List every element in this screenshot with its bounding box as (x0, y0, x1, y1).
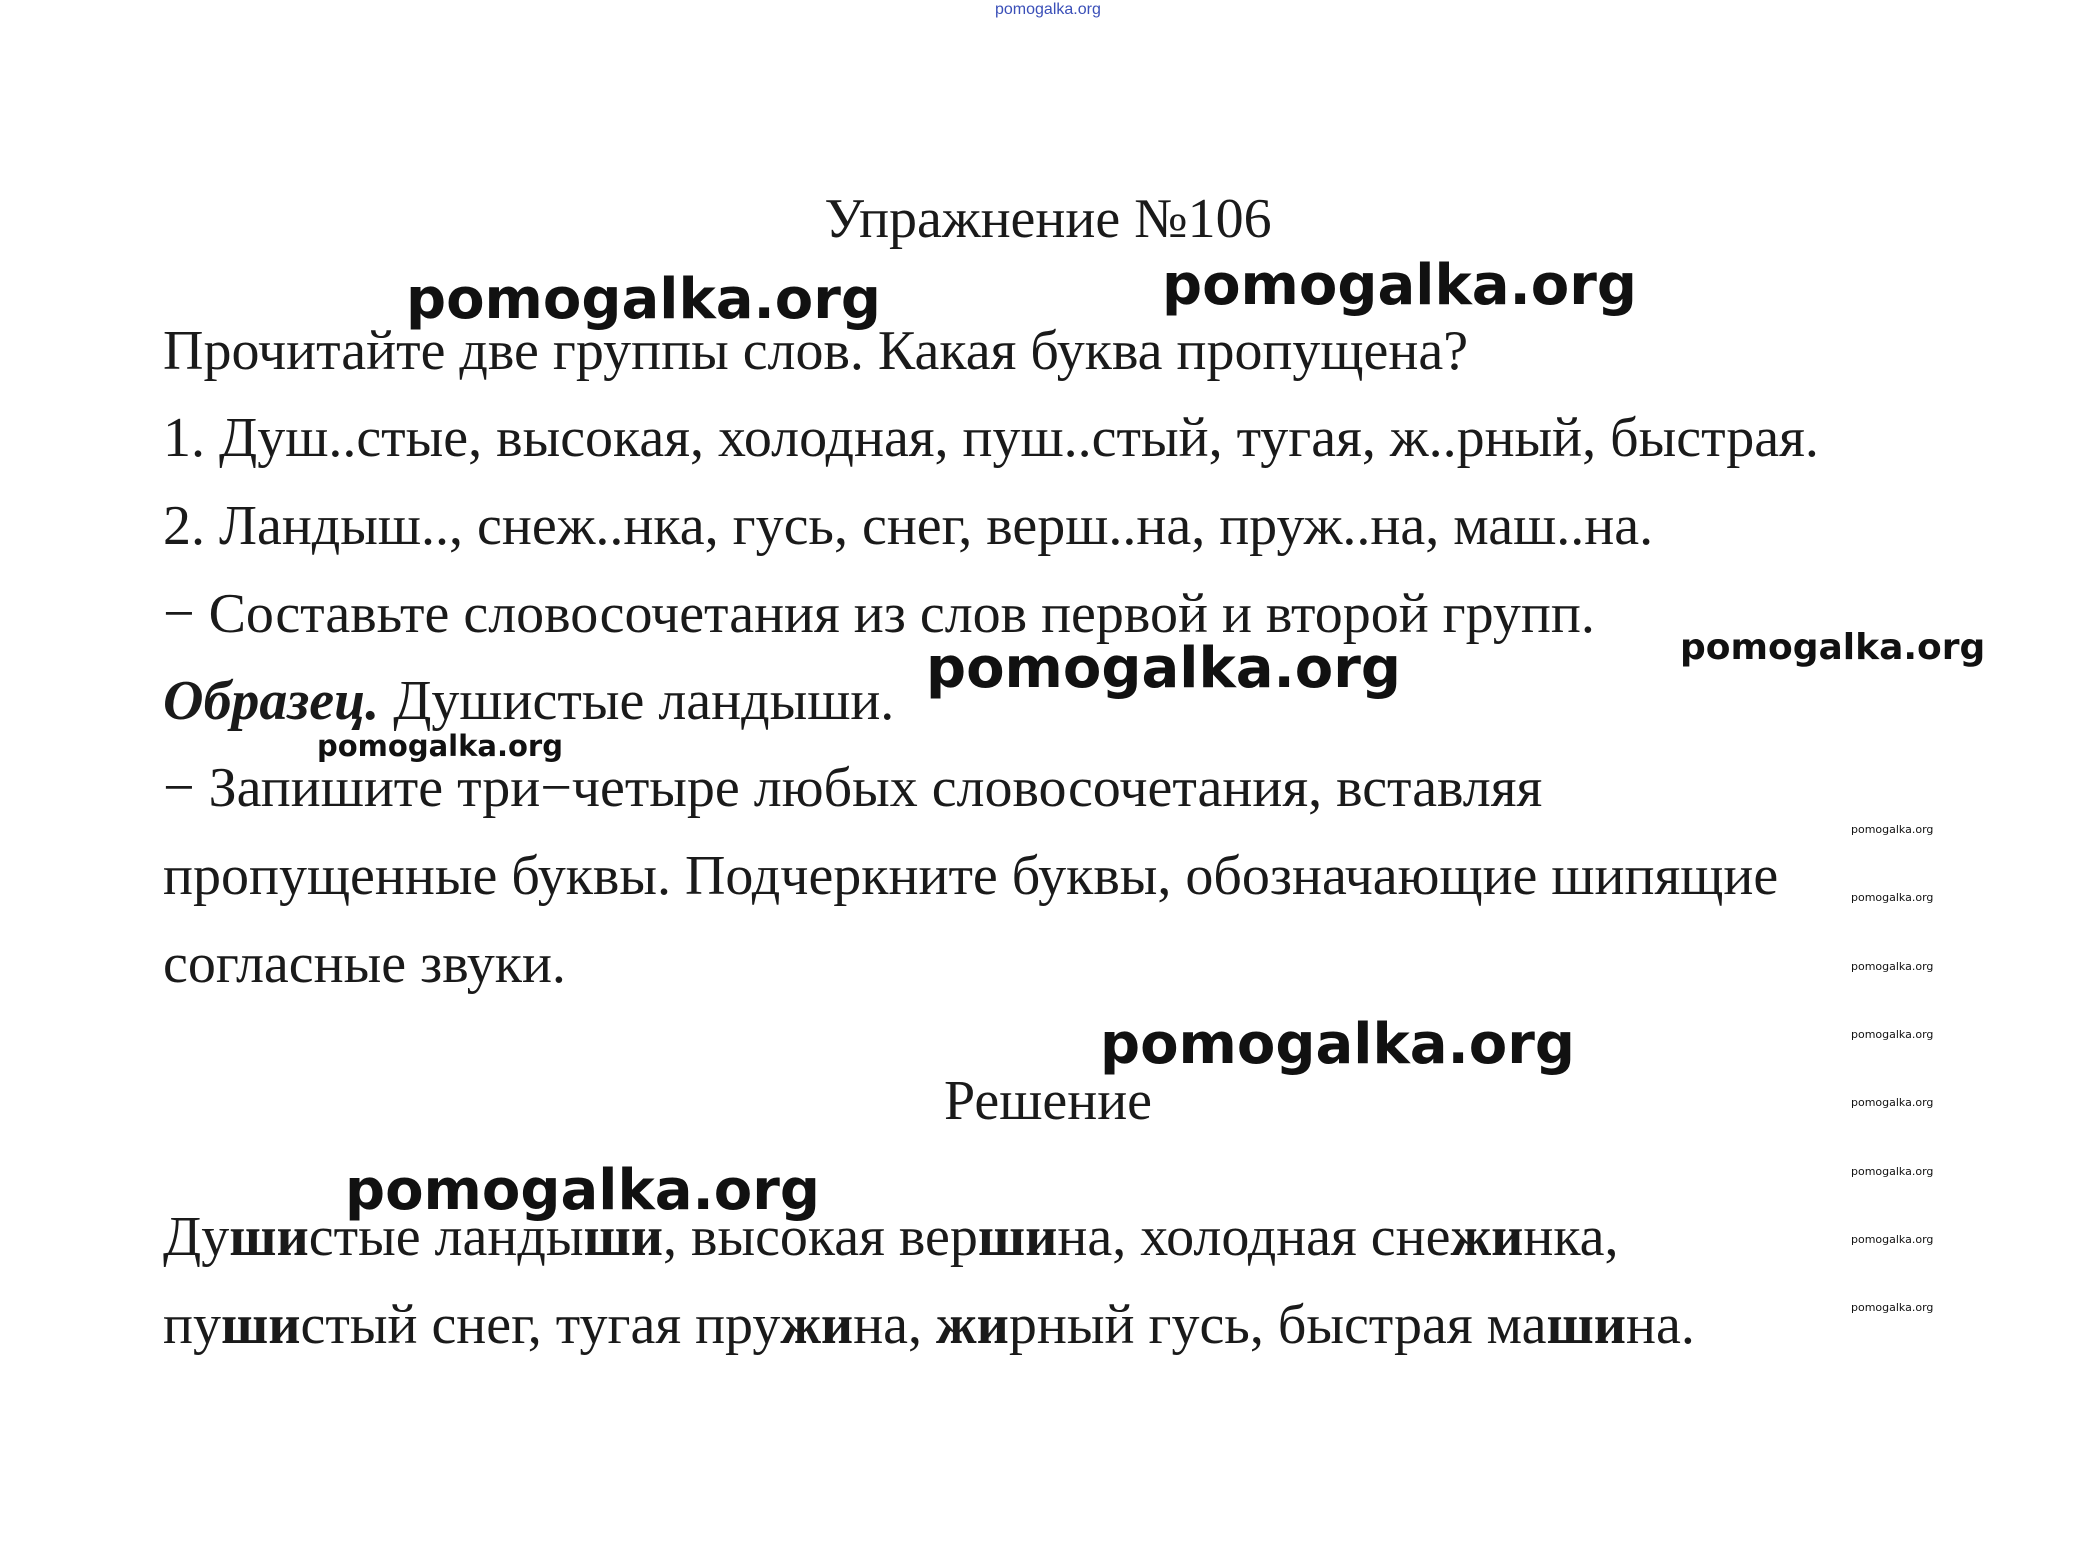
exercise-title: Упражнение №106 (824, 188, 1272, 250)
task-intro: Прочитайте две группы слов. Какая буква пропущена? (163, 320, 1469, 382)
top-watermark: pomogalka.org (995, 1, 1101, 18)
word-group-2: 2. Ландыш.., снеж..нка, гусь, снег, верш..на, пруж..на, маш..на. (163, 495, 1654, 557)
sample-text: Душистые ландыши. (379, 670, 895, 732)
solution-text: рный гусь, быстрая ма (1008, 1294, 1547, 1356)
highlighted-letters: жи (1450, 1206, 1524, 1268)
solution-text: стый снег, тугая пру (300, 1294, 781, 1356)
watermark: pomogalka.org (1680, 627, 1986, 668)
sample-label: Образец. (163, 670, 380, 732)
watermark: pomogalka.org (1851, 1301, 1934, 1314)
solution-heading: Решение (943, 1070, 1153, 1132)
sample-line (163, 670, 895, 732)
instruction-write-line-2: пропущенные буквы. Подчеркните буквы, обозначающие шипящие (163, 845, 1779, 907)
highlighted-letters: жи (936, 1294, 1009, 1356)
watermark: pomogalka.org (926, 636, 1401, 701)
solution-text: Ду (163, 1206, 230, 1268)
instruction-compose: − Составьте словосочетания из слов первой и второй групп. (163, 583, 1595, 645)
highlighted-letters: жи (780, 1294, 854, 1356)
watermark: pomogalka.org (1851, 823, 1934, 836)
solution-text: нка, (1523, 1206, 1619, 1268)
watermark: pomogalka.org (1851, 1165, 1934, 1178)
solution-text: на. (1626, 1294, 1695, 1356)
watermark: pomogalka.org (317, 729, 563, 763)
watermark: pomogalka.org (406, 267, 881, 332)
watermark: pomogalka.org (1851, 960, 1934, 973)
solution-text: стые ланды (308, 1206, 584, 1268)
solution-text: на, холодная сне (1057, 1206, 1451, 1268)
watermark: pomogalka.org (1851, 1233, 1934, 1246)
instruction-write-line-1: − Запишите три−четыре любых словосочетания, вставляя (163, 757, 1543, 819)
highlighted-letters: ши (229, 1206, 309, 1268)
solution-text: пу (163, 1294, 221, 1356)
solution-text: , высокая вер (663, 1206, 978, 1268)
word-group-1: 1. Душ..стые, высокая, холодная, пуш..стый, тугая, ж..рный, быстрая. (163, 407, 1819, 469)
highlighted-letters: ши (1546, 1294, 1627, 1356)
watermark: pomogalka.org (1851, 1028, 1934, 1041)
watermark: pomogalka.org (1851, 1096, 1934, 1109)
instruction-write-line-3: согласные звуки. (163, 933, 566, 995)
watermark: pomogalka.org (1851, 891, 1934, 904)
watermark: pomogalka.org (1162, 253, 1637, 318)
highlighted-letters: ши (583, 1206, 663, 1268)
solution-text: на, (853, 1294, 937, 1356)
highlighted-letters: ши (977, 1206, 1058, 1268)
watermark: pomogalka.org (1100, 1012, 1575, 1077)
solution-line-2 (163, 1294, 1695, 1356)
watermark: pomogalka.org (345, 1158, 820, 1223)
highlighted-letters: ши (220, 1294, 301, 1356)
